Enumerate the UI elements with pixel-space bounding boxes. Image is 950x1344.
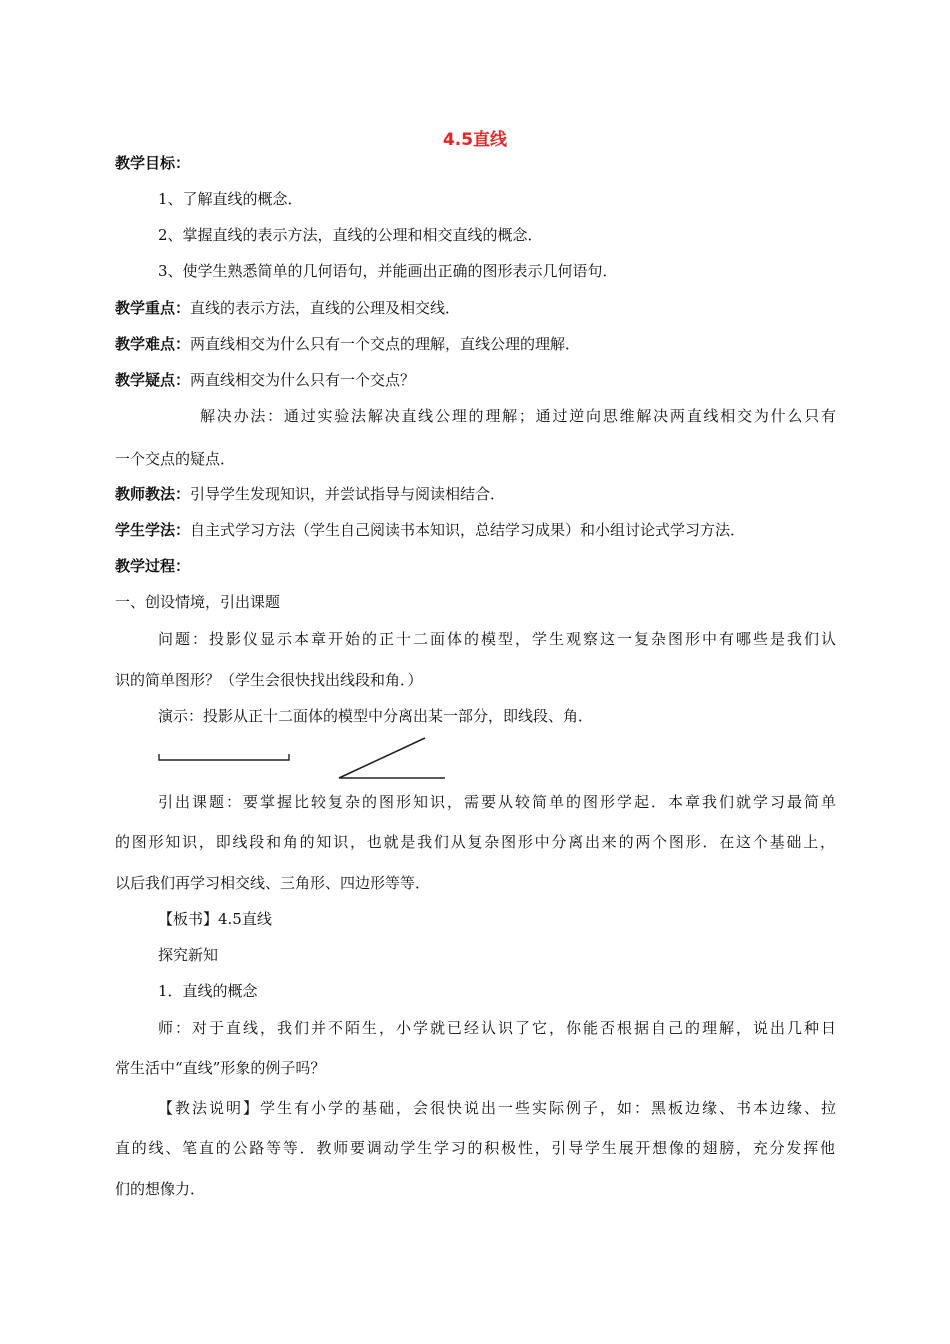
explore-heading: 探究新知 bbox=[158, 946, 219, 964]
difficulties bbox=[115, 333, 835, 355]
student-method-label: 学生学法： bbox=[115, 521, 191, 539]
intro-line-1: 引出课题：要掌握比较复杂的图形知识，需要从较简单的图形学起．本章我们就学习最简单 bbox=[158, 793, 836, 811]
difficulties-text: 两直线相交为什么只有一个交点的理解，直线公理的理解． bbox=[190, 335, 581, 353]
key-points-text: 直线的表示方法，直线的公理及相交线． bbox=[190, 299, 461, 317]
objective-1: 1、了解直线的概念． bbox=[158, 190, 303, 208]
objective-3: 3、使学生熟悉简单的几何语句，并能画出正确的图形表示几何语句． bbox=[158, 262, 618, 280]
intro-line-2: 的图形知识，即线段和角的知识，也就是我们从复杂图形中分离出来的两个图形．在这个基础上， bbox=[115, 833, 835, 851]
question-line-1: 问题：投影仪显示本章开始的正十二面体的模型，学生观察这一复杂图形中有哪些是我们认 bbox=[158, 630, 836, 648]
board-note: 【板书】4.5直线 bbox=[158, 910, 272, 928]
solution-line-1: 解决办法：通过实验法解决直线公理的理解；通过逆向思维解决两直线相交为什么只有 bbox=[200, 407, 836, 425]
key-points bbox=[115, 297, 835, 319]
teacher-method-text: 引导学生发现知识，并尝试指导与阅读相结合． bbox=[190, 485, 506, 503]
teacher-line-2: 常生活中“直线”形象的例子吗？ bbox=[115, 1059, 326, 1077]
page-title: 4.5直线 bbox=[442, 130, 508, 150]
objective-2: 2、掌握直线的表示方法，直线的公理和相交直线的概念． bbox=[158, 226, 543, 244]
question-line-2: 识的简单图形？（学生会很快找出线段和角．） bbox=[115, 671, 423, 689]
teacher-line-1: 师：对于直线，我们并不陌生，小学就已经认识了它，你能否根据自己的理解，说出几种日 bbox=[158, 1019, 836, 1037]
line-segment-shape bbox=[159, 754, 289, 760]
student-method-text: 自主式学习方法（学生自己阅读书本知识，总结学习成果）和小组讨论式学习方法． bbox=[190, 521, 746, 539]
method-line-1: 【教法说明】学生有小学的基础，会很快说出一些实际例子，如：黑板边缘、书本边缘、拉 bbox=[158, 1099, 836, 1117]
section-1-title: 一、创设情境，引出课题 bbox=[115, 593, 281, 611]
intro-line-3: 以后我们再学习相交线、三角形、四边形等等． bbox=[115, 874, 431, 892]
solution-line-2: 一个交点的疑点． bbox=[115, 450, 236, 468]
method-line-3: 们的想像力． bbox=[115, 1180, 206, 1198]
doubts-text: 两直线相交为什么只有一个交点？ bbox=[190, 371, 416, 389]
teacher-method bbox=[115, 483, 835, 505]
teacher-method-label: 教师教法： bbox=[115, 485, 191, 503]
angle-shape bbox=[339, 738, 445, 778]
method-line-2: 直的线、笔直的公路等等．教师要调动学生学习的积极性，引导学生展开想像的翅膀，充分发挥他 bbox=[115, 1139, 835, 1157]
difficulties-label: 教学难点： bbox=[115, 335, 191, 353]
demo-text: 演示：投影从正十二面体的模型中分离出某一部分，即线段、角． bbox=[158, 707, 594, 725]
concept-heading: 1．直线的概念 bbox=[158, 982, 258, 1000]
segment-and-angle-figure bbox=[150, 730, 470, 790]
doubts-label: 教学疑点： bbox=[115, 371, 191, 389]
doubts bbox=[115, 369, 835, 391]
objectives-heading: 教学目标： bbox=[115, 154, 191, 172]
student-method bbox=[115, 519, 835, 541]
process-heading: 教学过程： bbox=[115, 557, 191, 575]
key-points-label: 教学重点： bbox=[115, 299, 191, 317]
